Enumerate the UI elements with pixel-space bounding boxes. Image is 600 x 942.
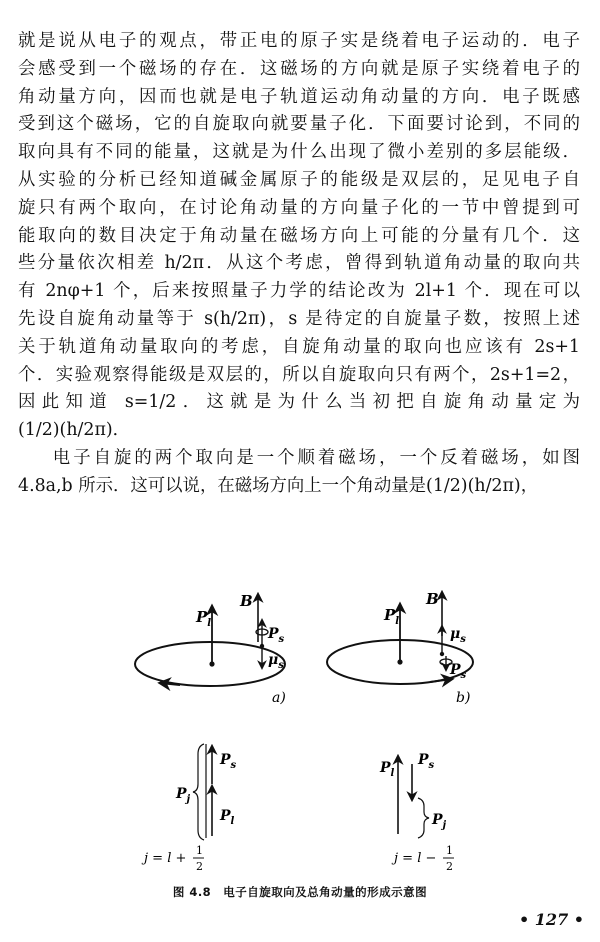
panel-tag-a: a) [272, 690, 286, 706]
text-line: 从实验的分析已经知道碱金属原子的能级是双层的，足见电子自 [18, 169, 580, 190]
text-line: 会感受到一个磁场的存在．这磁场的方向就是原子实绕着电子的 [18, 58, 580, 79]
text-line: 旋只有两个取向，在讨论角动量的方向量子化的一节中曾提到可 [18, 197, 580, 218]
electron-a [260, 644, 264, 648]
panel-tag-b: b) [456, 690, 471, 706]
text-line: 些分量依次相差 h/2π．从这个考虑，曾得到轨道角动量的取向共 [18, 253, 580, 274]
text-line: 关于轨道角动量取向的考虑，自旋角动量的取向也应该有 2s+1 [18, 336, 580, 357]
pl-label-d: $P_l$ [380, 760, 395, 779]
text-line: 有 2nφ+1 个，后来按照量子力学的结论改为 2l+1 个．现在可以 [18, 281, 580, 302]
body-text [18, 28, 580, 501]
text-line: 角动量方向，因而也就是电子轨道运动角动量的方向．电子既感 [18, 86, 580, 107]
b-label-a: B [240, 592, 253, 610]
panel-a [135, 592, 286, 706]
pl-label-c: $P_l$ [220, 808, 235, 827]
pj-brace-c [193, 744, 204, 840]
text-line: 能取向的数目决定于角动量在磁场方向上可能的分量有几个．这 [18, 225, 580, 246]
pl-label-a: $P_l$ [196, 608, 212, 629]
panel-c [141, 744, 237, 873]
paragraph [18, 28, 580, 445]
text-line: 取向具有不同的能量，这就是为什么出现了微小差别的多层能级． [18, 142, 580, 163]
ps-label-a: $P_s$ [268, 626, 285, 645]
mu-label-b: $\mu_s$ [450, 626, 466, 645]
b-label-b: B [426, 590, 439, 608]
frac-num-d: 1 [446, 844, 453, 857]
figure-4-8 [0, 566, 600, 906]
text-line: 电子自旋的两个取向是一个顺着磁场，一个反着磁场，如图 [52, 447, 580, 468]
pj-label-c: $P_j$ [176, 786, 191, 805]
formula-d: j = l − [394, 851, 437, 866]
figure-svg [0, 566, 600, 906]
frac-num-c: 1 [196, 844, 203, 857]
text-line: 受到这个磁场，它的自旋取向就要量子化．下面要讨论到，不同的 [18, 114, 580, 135]
ps-label-b: $P_s$ [450, 662, 467, 681]
text-line: 因此知道 s=1/2．这就是为什么当初把自旋角动量定为 [18, 392, 580, 413]
text-line: 个．实验观察得能级是双层的，所以自旋取向只有两个，2s+1=2， [18, 364, 580, 385]
paragraph [18, 445, 580, 501]
panel-d [379, 752, 454, 873]
frac-den-d: 2 [446, 860, 453, 873]
formula-c: j = l + [144, 851, 187, 866]
text-line: 先设自旋角动量等于 s(h/2π)，s 是待定的自旋量子数，按照上述 [18, 308, 580, 329]
text-line: (1/2)(h/2π)． [18, 420, 131, 441]
pj-brace-d [418, 798, 429, 838]
text-line: 4.8a,b 所示．这可以说，在磁场方向上一个角动量是(1/2)(h/2π)， [18, 475, 539, 496]
mu-label-a: $\mu_s$ [268, 652, 284, 671]
ps-label-d: $P_s$ [418, 752, 435, 771]
figure-caption: 图 4.8 电子自旋取向及总角动量的形成示意图 [172, 885, 428, 899]
pj-label-d: $P_j$ [432, 812, 447, 831]
ps-label-c: $P_s$ [220, 752, 237, 771]
panel-b [327, 590, 473, 706]
page-number: • 127 • [519, 910, 584, 929]
electron-b [440, 652, 444, 656]
text-line: 就是说从电子的观点，带正电的原子实是绕着电子运动的．电子 [18, 31, 580, 51]
pl-label-b: $P_l$ [384, 606, 400, 627]
frac-den-c: 2 [196, 860, 203, 873]
